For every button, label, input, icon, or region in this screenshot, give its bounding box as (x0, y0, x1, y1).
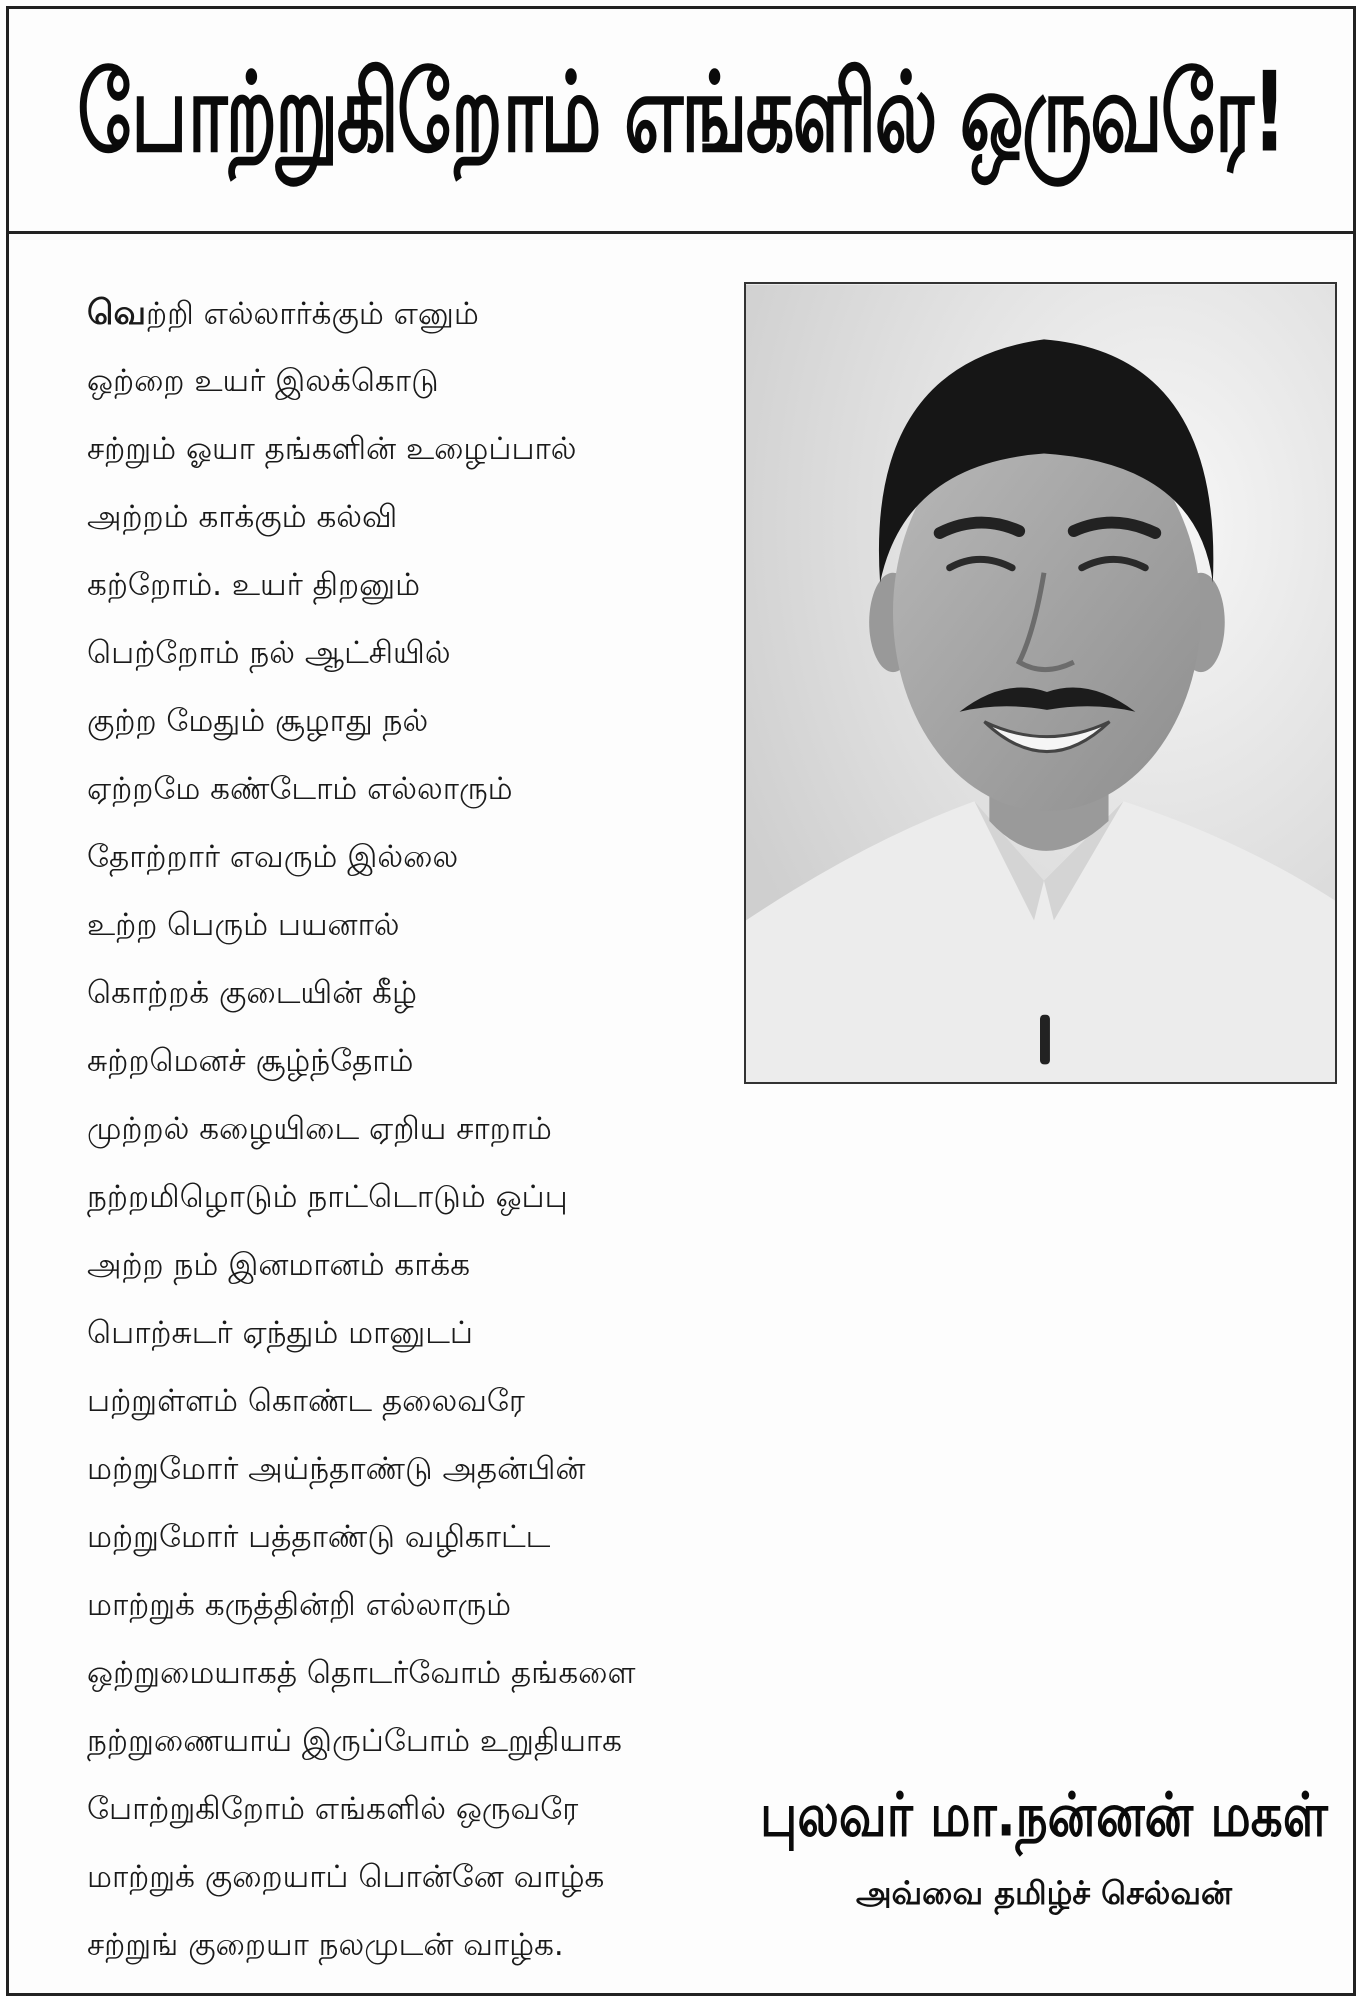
signature-block (749, 1780, 1339, 1916)
poem-line: ஏற்றமே கண்டோம் எல்லாரும் (87, 771, 513, 807)
poem-line: போற்றுகிறோம் எங்களில் ஒருவரே (87, 1791, 579, 1827)
poem-line: நற்றமிழொடும் நாட்டொடும் ஒப்பு (87, 1179, 568, 1215)
poem-line: பொற்சுடர் ஏந்தும் மானுடப் (87, 1315, 473, 1351)
poem-drop-lead: வெ (87, 293, 147, 333)
poem-line: சற்றுங் குறையா நலமுடன் வாழ்க. (87, 1927, 564, 1963)
poem-line: மற்றுமோர் பத்தாண்டு வழிகாட்ட (87, 1519, 551, 1555)
poem-line: மாற்றுக் கருத்தின்றி எல்லாரும் (87, 1587, 512, 1623)
poem-line: சுற்றமெனச் சூழ்ந்தோம் (87, 1043, 414, 1079)
poem-line: சற்றும் ஓயா தங்களின் உழைப்பால் (87, 431, 577, 467)
poem-line: நற்றுணையாய் இருப்போம் உறுதியாக (87, 1723, 622, 1759)
poem-line (87, 279, 787, 347)
poem-line: கற்றோம். உயர் திறனும் (87, 567, 421, 603)
headline-title: போற்றுகிறோம் எங்களில் ஒருவரே! (77, 47, 1285, 177)
poem-line: உற்ற பெரும் பயனால் (87, 907, 400, 943)
poem-line: ஒற்றுமையாகத் தொடர்வோம் தங்களை (87, 1655, 636, 1691)
headline-banner (9, 9, 1353, 234)
portrait-photo (744, 282, 1337, 1084)
signature-name: புலவர் மா.நன்னன் மகள் (760, 1780, 1328, 1851)
poem-line: குற்ற மேதும் சூழாது நல் (87, 703, 429, 739)
poem (87, 279, 787, 1979)
poem-line: ஒற்றை உயர் இலக்கொடு (87, 363, 439, 399)
poem-line: மாற்றுக் குறையாப் பொன்னே வாழ்க (87, 1859, 605, 1895)
poem-line: கொற்றக் குடையின் கீழ் (87, 975, 417, 1011)
poem-line: அற்றம் காக்கும் கல்வி (87, 499, 398, 535)
portrait-illustration (746, 284, 1335, 1082)
signature-author: அவ்வை தமிழ்ச் செல்வன் (855, 1874, 1233, 1912)
poem-line: பற்றுள்ளம் கொண்ட தலைவரே (87, 1383, 525, 1419)
poem-line: அற்ற நம் இனமானம் காக்க (87, 1247, 471, 1283)
advertisement-frame (6, 6, 1356, 1996)
poem-line: மற்றுமோர் அய்ந்தாண்டு அதன்பின் (87, 1451, 586, 1487)
poem-line: பெற்றோம் நல் ஆட்சியில் (87, 635, 451, 671)
poem-line: முற்றல் கழையிடை ஏறிய சாறாம் (87, 1111, 552, 1147)
poem-line: தோற்றார் எவரும் இல்லை (87, 839, 459, 875)
poem-first-line-rest: ற்றி எல்லார்க்கும் எனும் (146, 296, 479, 332)
